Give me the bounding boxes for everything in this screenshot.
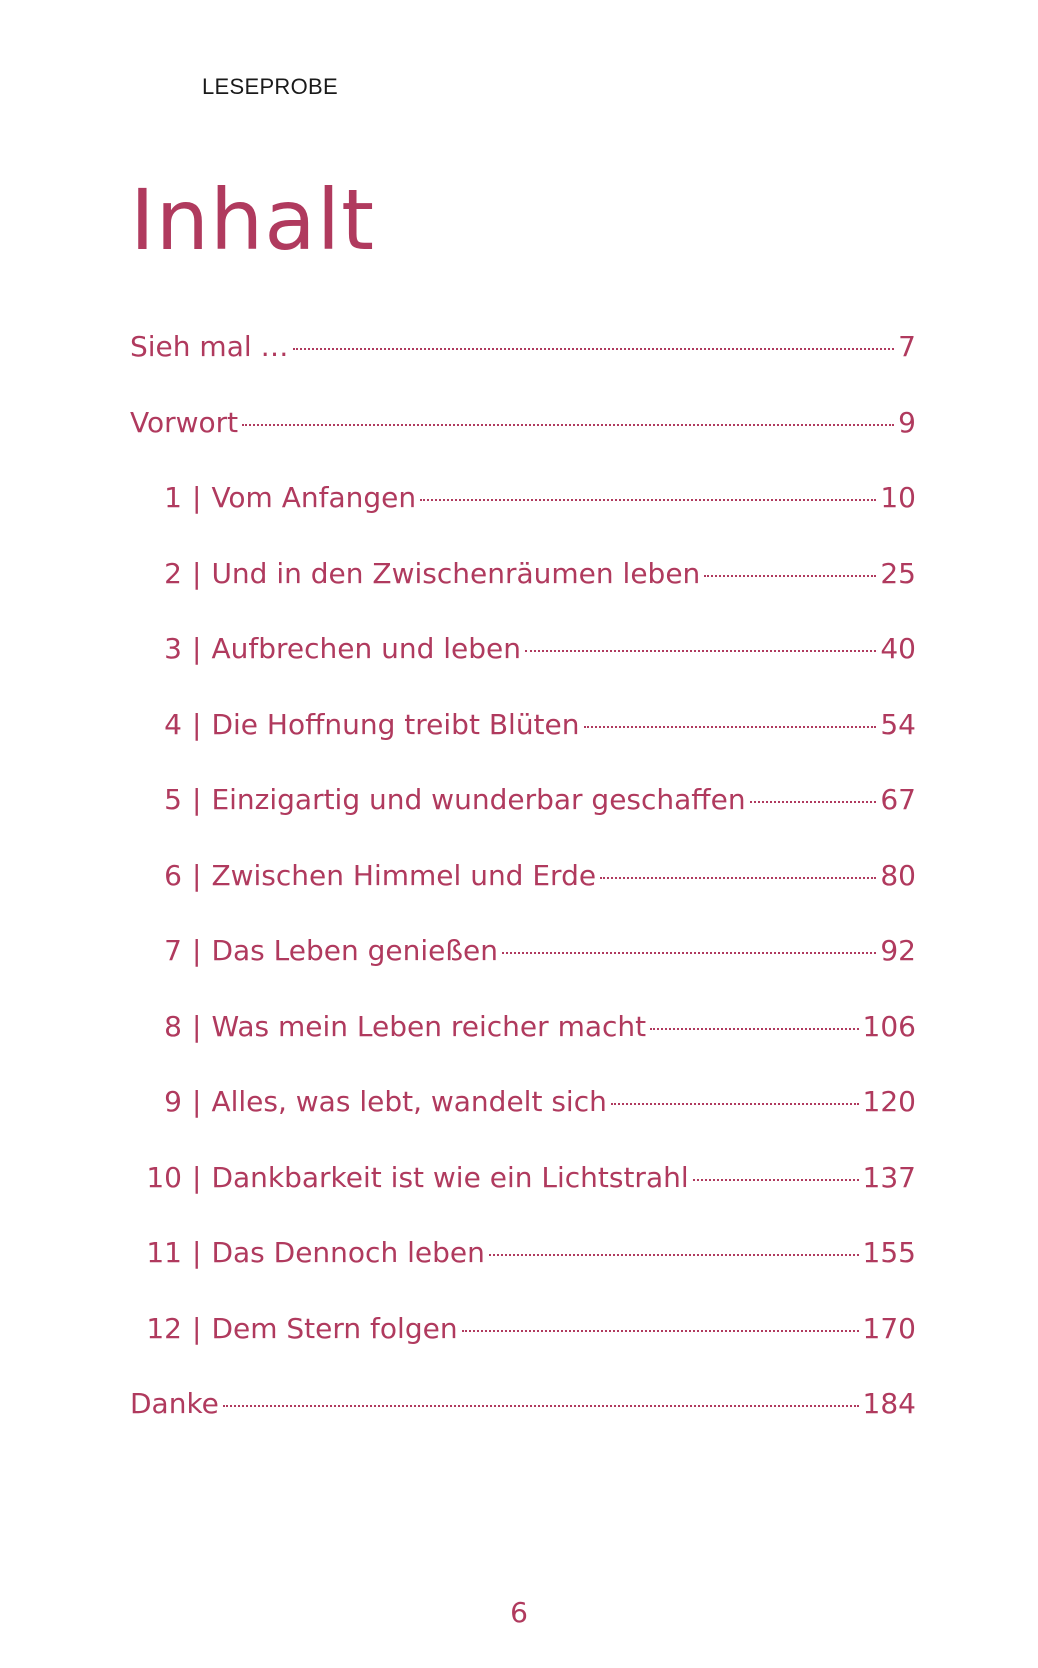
toc-separator: | — [192, 632, 202, 665]
toc-dot-leader — [223, 1405, 859, 1407]
toc-chapter-number: 1 — [164, 481, 182, 514]
toc-entry-page: 54 — [880, 707, 916, 741]
table-of-contents — [130, 330, 916, 1463]
toc-separator: | — [192, 934, 202, 967]
toc-entry-page: 67 — [880, 783, 916, 816]
toc-chapter-number: 8 — [164, 1009, 182, 1043]
toc-dot-leader — [242, 424, 894, 426]
toc-dot-leader — [584, 726, 877, 728]
toc-chapter-number: 6 — [164, 858, 182, 892]
toc-entry-chapter[interactable] — [130, 481, 916, 557]
toc-entry-front[interactable] — [130, 330, 916, 406]
toc-dot-leader — [420, 499, 876, 501]
toc-dot-leader — [293, 348, 895, 350]
toc-entry-page: 7 — [898, 330, 916, 363]
toc-entry-page: 25 — [880, 556, 916, 590]
toc-chapter-number: 10 — [146, 1160, 182, 1194]
toc-entry-page: 155 — [862, 1236, 916, 1269]
page-title: Inhalt — [130, 171, 375, 269]
toc-entry-chapter[interactable] — [130, 859, 916, 935]
toc-entry-page: 120 — [862, 1085, 916, 1118]
toc-entry-page: 92 — [880, 934, 916, 967]
toc-separator: | — [192, 1311, 202, 1345]
toc-entry-label: Das Leben genießen — [211, 934, 498, 967]
toc-separator: | — [192, 1009, 202, 1043]
toc-entry-page: 40 — [880, 632, 916, 665]
header-label: LESEPROBE — [202, 74, 338, 99]
toc-separator: | — [192, 1085, 202, 1118]
toc-entry-back[interactable] — [130, 1387, 916, 1463]
toc-entry-front[interactable] — [130, 406, 916, 482]
toc-entry-page: 10 — [880, 481, 916, 514]
toc-entry-label: Alles, was lebt, wandelt sich — [211, 1085, 607, 1118]
toc-chapter-number: 2 — [164, 556, 182, 590]
toc-entry-page: 106 — [862, 1009, 916, 1043]
toc-chapter-number: 12 — [146, 1311, 182, 1345]
toc-dot-leader — [462, 1330, 859, 1332]
toc-separator: | — [192, 1160, 202, 1194]
toc-entry-chapter[interactable] — [130, 1085, 916, 1161]
toc-chapter-number: 5 — [164, 783, 182, 816]
toc-entry-chapter[interactable] — [130, 1010, 916, 1086]
toc-chapter-number: 4 — [164, 707, 182, 741]
toc-dot-leader — [600, 877, 876, 879]
toc-entry-label: Sieh mal … — [130, 330, 289, 363]
toc-entry-chapter[interactable] — [130, 934, 916, 1010]
toc-dot-leader — [704, 575, 876, 577]
toc-entry-page: 9 — [898, 405, 916, 439]
toc-entry-label: Danke — [130, 1387, 219, 1420]
toc-chapter-number: 11 — [146, 1236, 182, 1269]
toc-dot-leader — [525, 650, 876, 652]
toc-entry-chapter[interactable] — [130, 632, 916, 708]
toc-entry-page: 80 — [880, 858, 916, 892]
toc-entry-page: 137 — [862, 1160, 916, 1194]
toc-entry-chapter[interactable] — [130, 1312, 916, 1388]
toc-entry-label: Vorwort — [130, 405, 239, 439]
toc-chapter-number: 3 — [164, 632, 182, 665]
toc-entry-chapter[interactable] — [130, 1236, 916, 1312]
toc-dot-leader — [611, 1103, 859, 1105]
toc-separator: | — [192, 707, 202, 741]
toc-entry-chapter[interactable] — [130, 1161, 916, 1237]
toc-chapter-number: 9 — [164, 1085, 182, 1118]
toc-separator: | — [192, 783, 202, 816]
toc-entry-label: Und in den Zwischenräumen leben — [211, 556, 701, 590]
toc-entry-label: Das Dennoch leben — [211, 1236, 485, 1269]
toc-dot-leader — [650, 1028, 858, 1030]
toc-entry-label: Zwischen Himmel und Erde — [211, 858, 597, 892]
toc-entry-chapter[interactable] — [130, 708, 916, 784]
toc-entry-label: Was mein Leben reicher macht — [211, 1009, 647, 1043]
toc-entry-label: Die Hoffnung treibt Blüten — [211, 707, 580, 741]
toc-separator: | — [192, 858, 202, 892]
toc-entry-chapter[interactable] — [130, 557, 916, 633]
toc-entry-label: Vom Anfangen — [211, 481, 417, 514]
toc-entry-label: Dem Stern folgen — [211, 1311, 458, 1345]
toc-separator: | — [192, 1236, 202, 1269]
toc-entry-page: 184 — [862, 1387, 916, 1420]
toc-entry-chapter[interactable] — [130, 783, 916, 859]
toc-separator: | — [192, 556, 202, 590]
toc-chapter-number: 7 — [164, 934, 182, 967]
toc-dot-leader — [489, 1254, 859, 1256]
toc-entry-label: Dankbarkeit ist wie ein Lichtstrahl — [211, 1160, 689, 1194]
toc-dot-leader — [502, 952, 876, 954]
page-number: 6 — [510, 1596, 528, 1629]
toc-dot-leader — [693, 1179, 859, 1181]
toc-separator: | — [192, 481, 202, 514]
toc-entry-page: 170 — [862, 1311, 916, 1345]
toc-dot-leader — [750, 801, 877, 803]
toc-entry-label: Aufbrechen und leben — [211, 632, 522, 665]
toc-entry-label: Einzigartig und wunderbar geschaffen — [211, 783, 746, 816]
